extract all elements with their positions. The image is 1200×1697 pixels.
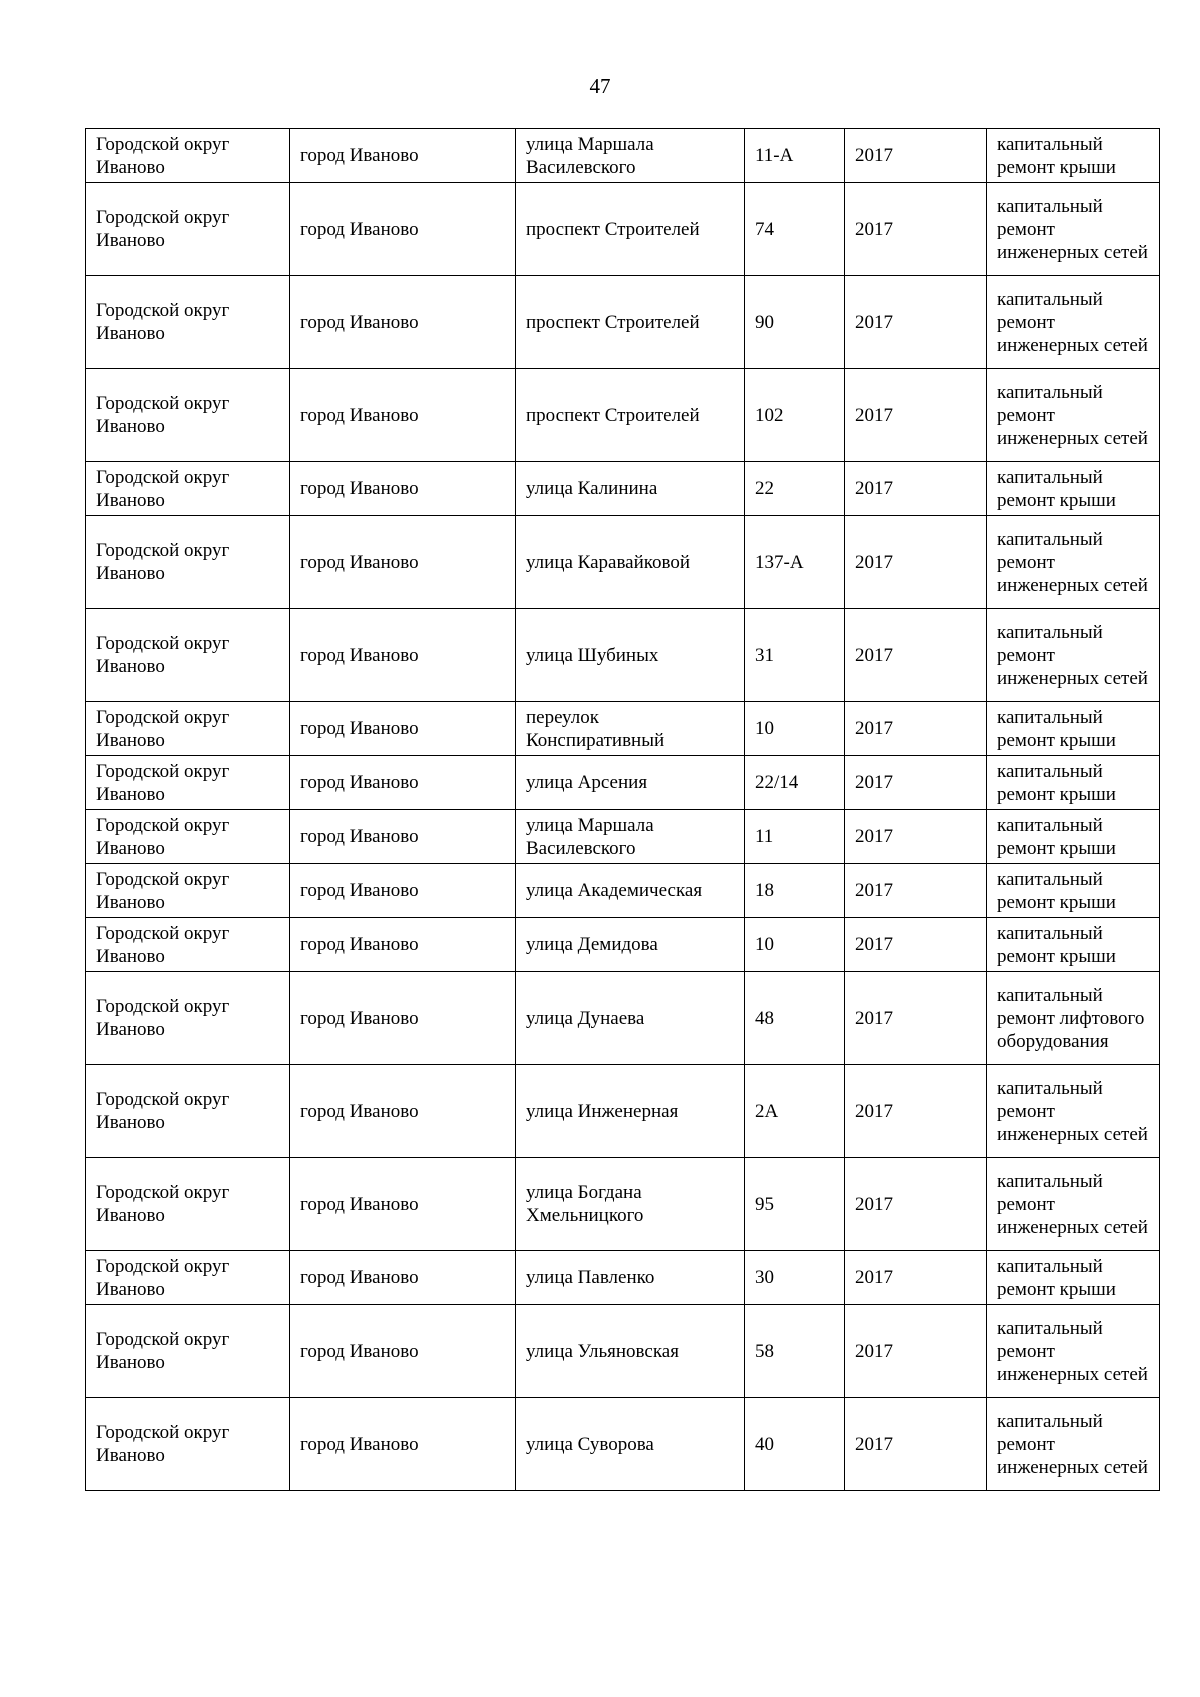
city-cell: город Иваново: [290, 276, 516, 369]
work-type-cell: капитальный ремонт инженерных сетей: [987, 516, 1160, 609]
year-cell: 2017: [845, 702, 987, 756]
district-cell: Городской округ Иваново: [86, 972, 290, 1065]
city-cell: город Иваново: [290, 129, 516, 183]
year-cell: 2017: [845, 1158, 987, 1251]
house-number-cell: 11: [745, 810, 845, 864]
house-number-cell: 74: [745, 183, 845, 276]
street-cell: улица Ульяновская: [516, 1305, 745, 1398]
work-type-cell: капитальный ремонт инженерных сетей: [987, 1065, 1160, 1158]
house-number-cell: 58: [745, 1305, 845, 1398]
table-row: [86, 183, 1160, 276]
work-type-cell: капитальный ремонт крыши: [987, 864, 1160, 918]
district-cell: Городской округ Иваново: [86, 1065, 290, 1158]
year-cell: 2017: [845, 864, 987, 918]
year-cell: 2017: [845, 1305, 987, 1398]
year-cell: 2017: [845, 756, 987, 810]
year-cell: 2017: [845, 369, 987, 462]
work-type-cell: капитальный ремонт лифтового оборудования: [987, 972, 1160, 1065]
district-cell: Городской округ Иваново: [86, 516, 290, 609]
table-row: [86, 516, 1160, 609]
work-type-cell: капитальный ремонт крыши: [987, 756, 1160, 810]
house-number-cell: 10: [745, 702, 845, 756]
district-cell: Городской округ Иваново: [86, 1158, 290, 1251]
page-number: 47: [589, 74, 611, 98]
house-number-cell: 90: [745, 276, 845, 369]
house-number-cell: 18: [745, 864, 845, 918]
house-number-cell: 40: [745, 1398, 845, 1491]
work-type-cell: капитальный ремонт инженерных сетей: [987, 183, 1160, 276]
district-cell: Городской округ Иваново: [86, 129, 290, 183]
work-type-cell: капитальный ремонт инженерных сетей: [987, 1305, 1160, 1398]
house-number-cell: 95: [745, 1158, 845, 1251]
city-cell: город Иваново: [290, 810, 516, 864]
house-number-cell: 48: [745, 972, 845, 1065]
year-cell: 2017: [845, 1398, 987, 1491]
year-cell: 2017: [845, 462, 987, 516]
work-type-cell: капитальный ремонт инженерных сетей: [987, 369, 1160, 462]
district-cell: Городской округ Иваново: [86, 810, 290, 864]
street-cell: улица Каравайковой: [516, 516, 745, 609]
city-cell: город Иваново: [290, 369, 516, 462]
house-number-cell: 10: [745, 918, 845, 972]
table-row: [86, 702, 1160, 756]
district-cell: Городской округ Иваново: [86, 702, 290, 756]
year-cell: 2017: [845, 1251, 987, 1305]
city-cell: город Иваново: [290, 1065, 516, 1158]
year-cell: 2017: [845, 129, 987, 183]
district-cell: Городской округ Иваново: [86, 609, 290, 702]
repair-schedule-table: [85, 128, 1160, 1491]
street-cell: улица Суворова: [516, 1398, 745, 1491]
work-type-cell: капитальный ремонт инженерных сетей: [987, 609, 1160, 702]
city-cell: город Иваново: [290, 516, 516, 609]
city-cell: город Иваново: [290, 918, 516, 972]
table-row: [86, 864, 1160, 918]
house-number-cell: 22: [745, 462, 845, 516]
district-cell: Городской округ Иваново: [86, 864, 290, 918]
table-row: [86, 462, 1160, 516]
city-cell: город Иваново: [290, 1158, 516, 1251]
work-type-cell: капитальный ремонт инженерных сетей: [987, 1158, 1160, 1251]
table-row: [86, 609, 1160, 702]
work-type-cell: капитальный ремонт крыши: [987, 702, 1160, 756]
table-row: [86, 1251, 1160, 1305]
street-cell: улица Калинина: [516, 462, 745, 516]
street-cell: улица Арсения: [516, 756, 745, 810]
table-row: [86, 972, 1160, 1065]
city-cell: город Иваново: [290, 462, 516, 516]
street-cell: улица Шубиных: [516, 609, 745, 702]
street-cell: улица Павленко: [516, 1251, 745, 1305]
city-cell: город Иваново: [290, 864, 516, 918]
street-cell: проспект Строителей: [516, 183, 745, 276]
work-type-cell: капитальный ремонт крыши: [987, 462, 1160, 516]
street-cell: улица Академическая: [516, 864, 745, 918]
city-cell: город Иваново: [290, 1305, 516, 1398]
table-row: [86, 369, 1160, 462]
city-cell: город Иваново: [290, 756, 516, 810]
street-cell: проспект Строителей: [516, 369, 745, 462]
street-cell: проспект Строителей: [516, 276, 745, 369]
table-row: [86, 1398, 1160, 1491]
district-cell: Городской округ Иваново: [86, 1305, 290, 1398]
house-number-cell: 31: [745, 609, 845, 702]
work-type-cell: капитальный ремонт инженерных сетей: [987, 276, 1160, 369]
year-cell: 2017: [845, 609, 987, 702]
work-type-cell: капитальный ремонт крыши: [987, 810, 1160, 864]
street-cell: улица Дунаева: [516, 972, 745, 1065]
table-row: [86, 129, 1160, 183]
house-number-cell: 30: [745, 1251, 845, 1305]
city-cell: город Иваново: [290, 183, 516, 276]
year-cell: 2017: [845, 1065, 987, 1158]
work-type-cell: капитальный ремонт крыши: [987, 129, 1160, 183]
table-row: [86, 1158, 1160, 1251]
table-row: [86, 1065, 1160, 1158]
street-cell: улица Маршала Василевского: [516, 810, 745, 864]
house-number-cell: 11-А: [745, 129, 845, 183]
street-cell: улица Маршала Василевского: [516, 129, 745, 183]
district-cell: Городской округ Иваново: [86, 183, 290, 276]
district-cell: Городской округ Иваново: [86, 918, 290, 972]
table-row: [86, 276, 1160, 369]
city-cell: город Иваново: [290, 1251, 516, 1305]
house-number-cell: 2А: [745, 1065, 845, 1158]
district-cell: Городской округ Иваново: [86, 756, 290, 810]
house-number-cell: 102: [745, 369, 845, 462]
work-type-cell: капитальный ремонт крыши: [987, 918, 1160, 972]
district-cell: Городской округ Иваново: [86, 1251, 290, 1305]
work-type-cell: капитальный ремонт инженерных сетей: [987, 1398, 1160, 1491]
street-cell: улица Богдана Хмельницкого: [516, 1158, 745, 1251]
city-cell: город Иваново: [290, 972, 516, 1065]
street-cell: переулок Конспиративный: [516, 702, 745, 756]
district-cell: Городской округ Иваново: [86, 369, 290, 462]
year-cell: 2017: [845, 810, 987, 864]
house-number-cell: 22/14: [745, 756, 845, 810]
district-cell: Городской округ Иваново: [86, 462, 290, 516]
city-cell: город Иваново: [290, 609, 516, 702]
year-cell: 2017: [845, 918, 987, 972]
district-cell: Городской округ Иваново: [86, 1398, 290, 1491]
work-type-cell: капитальный ремонт крыши: [987, 1251, 1160, 1305]
table-row: [86, 1305, 1160, 1398]
year-cell: 2017: [845, 183, 987, 276]
year-cell: 2017: [845, 516, 987, 609]
table-row: [86, 810, 1160, 864]
table-row: [86, 918, 1160, 972]
street-cell: улица Инженерная: [516, 1065, 745, 1158]
city-cell: город Иваново: [290, 1398, 516, 1491]
city-cell: город Иваново: [290, 702, 516, 756]
district-cell: Городской округ Иваново: [86, 276, 290, 369]
house-number-cell: 137-А: [745, 516, 845, 609]
table-row: [86, 756, 1160, 810]
year-cell: 2017: [845, 972, 987, 1065]
street-cell: улица Демидова: [516, 918, 745, 972]
year-cell: 2017: [845, 276, 987, 369]
